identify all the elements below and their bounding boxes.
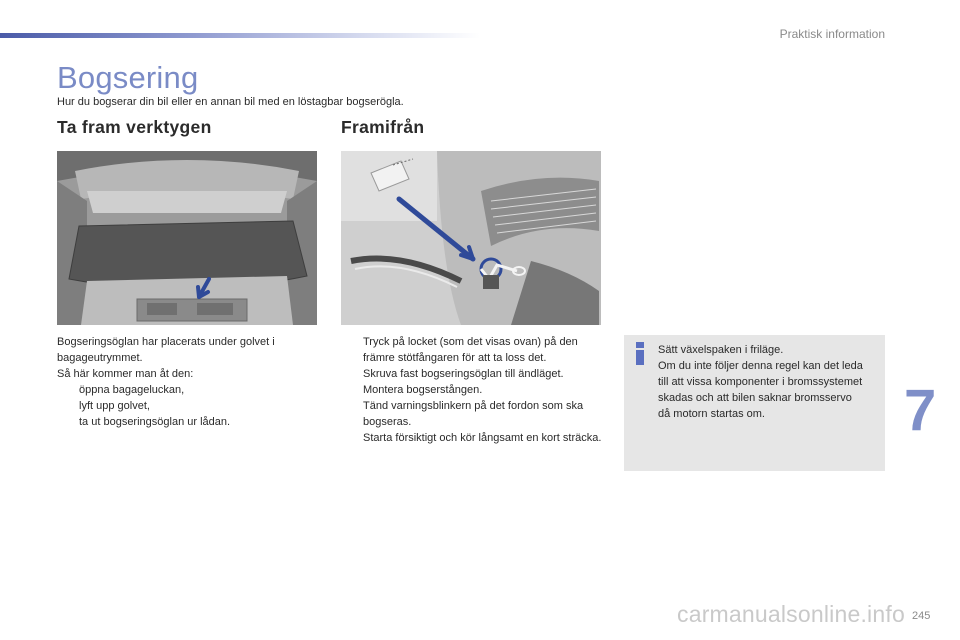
- page-number: 245: [912, 610, 931, 622]
- section-label: Praktisk information: [779, 27, 885, 41]
- checkbox-bullet-icon: [57, 414, 79, 430]
- list-item: Montera bogserstången.: [341, 382, 603, 398]
- info-box: [624, 335, 885, 471]
- heading-ta-fram-verktygen: Ta fram verktygen: [57, 117, 212, 137]
- checkbox-bullet-icon: [341, 430, 363, 446]
- right-instructions: [341, 334, 603, 446]
- left-intro-line: Bogseringsöglan har placerats under golvet i: [57, 336, 275, 348]
- left-intro-line: Så här kommer man åt den:: [57, 368, 194, 380]
- front-bumper-photo: [341, 151, 601, 325]
- info-icon: [635, 342, 645, 365]
- list-item: Skruva fast bogseringsöglan till ändläget.: [341, 366, 603, 382]
- checkbox-bullet-icon: [57, 382, 79, 398]
- checkbox-bullet-icon: [341, 382, 363, 398]
- chapter-number: 7: [904, 378, 937, 443]
- left-instructions: [57, 334, 317, 430]
- list-item: lyft upp golvet,: [57, 398, 317, 414]
- page-title: Bogsering: [57, 60, 199, 95]
- page-subtitle: Hur du bogserar din bil eller en annan bil med en löstagbar bogserögla.: [57, 96, 404, 108]
- watermark: carmanualsonline.info: [677, 601, 905, 627]
- list-item: Tryck på locket (som det visas ovan) på den främre stötfångaren för att ta loss det.: [341, 334, 603, 366]
- info-text: Sätt växelspaken i friläge. Om du inte följer denna regel kan det leda till att vissa komponenter i bromssystemet skadas och att bilen saknar bromsservo då motorn startas om.: [658, 344, 863, 420]
- checkbox-bullet-icon: [341, 366, 363, 382]
- heading-framifran: Framifrån: [341, 117, 425, 137]
- checkbox-bullet-icon: [341, 334, 363, 366]
- left-intro-line: bagageutrymmet.: [57, 352, 143, 364]
- list-item: Tänd varningsblinkern på det fordon som ska bogseras.: [341, 398, 603, 430]
- list-item: ta ut bogseringsöglan ur lådan.: [57, 414, 317, 430]
- header-accent-bar: [0, 33, 480, 38]
- checkbox-bullet-icon: [57, 398, 79, 414]
- checkbox-bullet-icon: [341, 398, 363, 430]
- list-item: Starta försiktigt och kör långsamt en kort sträcka.: [341, 430, 603, 446]
- trunk-photo: [57, 151, 317, 325]
- list-item: öppna bagageluckan,: [57, 382, 317, 398]
